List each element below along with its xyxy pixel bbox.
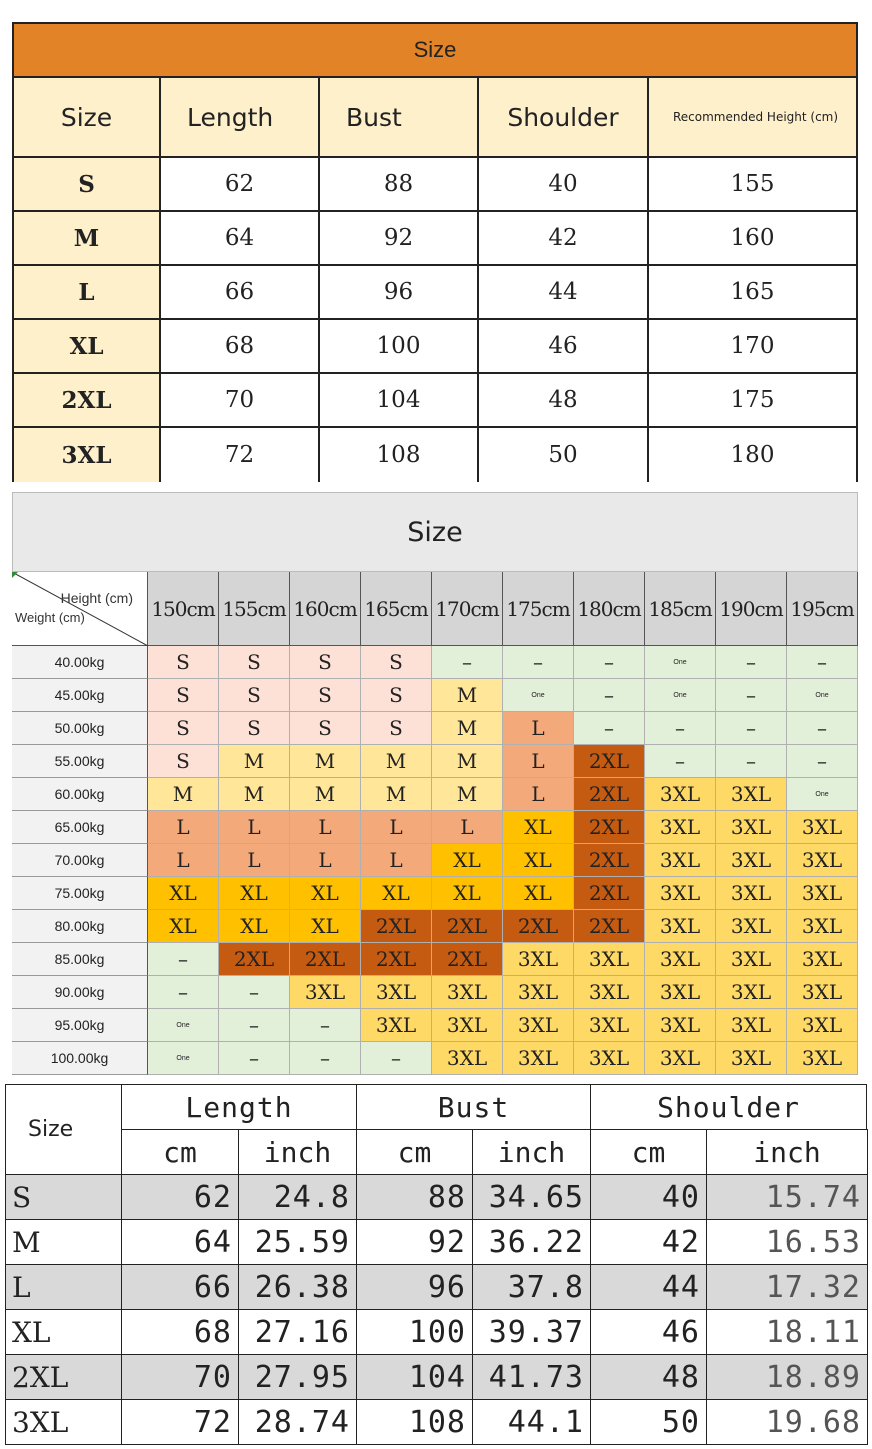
size-recommendation-cell: S [290,712,361,745]
measurement-cell: 170 [649,320,856,374]
measurement-cell: 104 [320,374,479,428]
size-recommendation-cell: L [148,844,219,877]
size-recommendation-cell: 3XL [432,1042,503,1075]
size-recommendation-cell: 3XL [716,844,787,877]
size-recommendation-cell: 2XL [290,943,361,976]
measurement-cell: 175 [649,374,856,428]
height-column-header: 195cm [787,572,858,646]
size-recommendation-cell: – [574,679,645,712]
size-recommendation-cell: One [645,679,716,712]
measurement-cell: 180 [649,428,856,482]
weight-row-header: 70.00kg [12,844,148,877]
size-recommendation-cell: XL [503,844,574,877]
size-recommendation-cell: – [716,712,787,745]
size-recommendation-cell: 3XL [574,943,645,976]
measurement-cell: 70 [161,374,320,428]
size-recommendation-cell: 3XL [787,1042,858,1075]
size-recommendation-cell: S [219,712,290,745]
weight-row-header: 40.00kg [12,646,148,679]
size-recommendation-cell: – [574,712,645,745]
size-recommendation-cell: M [432,712,503,745]
weight-row-header: 65.00kg [12,811,148,844]
size-recommendation-cell: 2XL [574,844,645,877]
measurement-cell: 39.37 [472,1309,591,1355]
size-recommendation-cell: 2XL [503,910,574,943]
size-recommendation-cell: 3XL [645,811,716,844]
size-recommendation-cell: L [361,811,432,844]
corner-diagonal-line [12,572,148,646]
size-recommendation-cell: 3XL [787,910,858,943]
size-recommendation-cell: 3XL [361,976,432,1009]
measurement-cell: 46 [590,1309,707,1355]
size-recommendation-cell: – [219,1042,290,1075]
measurement-cell: 18.89 [706,1354,868,1400]
measurement-cell: 68 [121,1309,239,1355]
measurement-cell: 96 [320,266,479,320]
size-recommendation-cell: 3XL [361,1009,432,1042]
cm-inch-size-table [5,1084,867,1446]
weight-row-header: 80.00kg [12,910,148,943]
size-recommendation-cell: XL [148,910,219,943]
measurement-cell: 40 [479,158,649,212]
measurement-cell: 34.65 [472,1174,591,1220]
basic-size-table-title: Size [14,24,856,78]
size-recommendation-cell: 3XL [787,811,858,844]
size-recommendation-cell: – [148,976,219,1009]
size-recommendation-cell: – [787,646,858,679]
size-recommendation-cell: 3XL [716,943,787,976]
height-column-header: 155cm [219,572,290,646]
measurement-cell: 72 [161,428,320,482]
size-label-cell: S [5,1174,122,1220]
size-recommendation-cell: S [219,646,290,679]
size-recommendation-cell: 3XL [645,1042,716,1075]
size-recommendation-cell: – [290,1042,361,1075]
size-recommendation-cell: 3XL [787,844,858,877]
measurement-group-header: Length [121,1084,357,1130]
corner-weight-label: Weight (cm) [15,610,85,625]
size-recommendation-cell: M [148,778,219,811]
measurement-cell: 50 [479,428,649,482]
weight-row-header: 85.00kg [12,943,148,976]
size-recommendation-cell: – [716,646,787,679]
size-label-cell: 3XL [14,428,161,482]
size-recommendation-cell: – [645,745,716,778]
size-recommendation-cell: L [503,745,574,778]
measurement-group-header: Bust [356,1084,591,1130]
measurement-cell: 68 [161,320,320,374]
size-recommendation-cell: 2XL [219,943,290,976]
height-column-header: 180cm [574,572,645,646]
size-recommendation-cell: 2XL [574,877,645,910]
size-recommendation-cell: – [432,646,503,679]
height-column-header: 160cm [290,572,361,646]
size-label-cell: M [14,212,161,266]
size-recommendation-cell: One [503,679,574,712]
column-header: Length [161,78,320,158]
column-header: Bust [320,78,479,158]
size-recommendation-cell: 3XL [432,1009,503,1042]
size-recommendation-cell: M [361,745,432,778]
size-recommendation-cell: 3XL [716,877,787,910]
size-recommendation-cell: – [290,1009,361,1042]
size-recommendation-cell: – [361,1042,432,1075]
height-weight-size-chart [12,492,858,1077]
size-recommendation-cell: 2XL [574,778,645,811]
size-recommendation-cell: 3XL [787,877,858,910]
measurement-cell: 36.22 [472,1219,591,1265]
size-recommendation-cell: – [219,976,290,1009]
measurement-cell: 27.95 [238,1354,357,1400]
size-recommendation-cell: S [148,646,219,679]
measurement-cell: 41.73 [472,1354,591,1400]
size-recommendation-cell: M [432,745,503,778]
size-recommendation-cell: – [645,712,716,745]
size-recommendation-cell: XL [432,844,503,877]
measurement-cell: 88 [320,158,479,212]
measurement-cell: 62 [121,1174,239,1220]
size-recommendation-cell: XL [503,811,574,844]
measurement-cell: 17.32 [706,1264,868,1310]
measurement-cell: 37.8 [472,1264,591,1310]
size-recommendation-cell: 3XL [716,1042,787,1075]
size-recommendation-cell: M [290,745,361,778]
measurement-cell: 104 [356,1354,473,1400]
size-recommendation-cell: – [219,1009,290,1042]
size-recommendation-cell: One [787,679,858,712]
size-recommendation-cell: 3XL [574,1009,645,1042]
size-recommendation-cell: – [148,943,219,976]
height-column-header: 165cm [361,572,432,646]
size-recommendation-cell: – [574,646,645,679]
size-recommendation-cell: XL [361,877,432,910]
measurement-cell: 48 [479,374,649,428]
measurement-cell: 92 [320,212,479,266]
measurement-cell: 40 [590,1174,707,1220]
height-column-header: 190cm [716,572,787,646]
measurement-cell: 100 [320,320,479,374]
measurement-cell: 44.1 [472,1399,591,1445]
size-recommendation-cell: 3XL [787,943,858,976]
size-recommendation-cell: M [219,745,290,778]
measurement-cell: 66 [121,1264,239,1310]
size-recommendation-cell: 2XL [361,910,432,943]
measurement-cell: 96 [356,1264,473,1310]
measurement-cell: 160 [649,212,856,266]
size-recommendation-cell: 3XL [716,910,787,943]
size-label-cell: L [14,266,161,320]
measurement-cell: 108 [320,428,479,482]
measurement-cell: 66 [161,266,320,320]
size-recommendation-cell: XL [219,877,290,910]
size-recommendation-cell: One [787,778,858,811]
height-column-header: 150cm [148,572,219,646]
size-recommendation-cell: 2XL [574,811,645,844]
measurement-cell: 64 [121,1219,239,1265]
measurement-cell: 25.59 [238,1219,357,1265]
height-column-header: 175cm [503,572,574,646]
measurement-cell: 18.11 [706,1309,868,1355]
unit-header: cm [590,1129,707,1175]
size-recommendation-cell: – [503,646,574,679]
weight-row-header: 95.00kg [12,1009,148,1042]
measurement-cell: 70 [121,1354,239,1400]
size-label-cell: 3XL [5,1399,122,1445]
size-recommendation-cell: XL [148,877,219,910]
measurement-cell: 92 [356,1219,473,1265]
size-recommendation-cell: 3XL [290,976,361,1009]
size-recommendation-cell: XL [503,877,574,910]
size-recommendation-cell: One [645,646,716,679]
measurement-cell: 100 [356,1309,473,1355]
size-recommendation-cell: S [219,679,290,712]
size-label-cell: M [5,1219,122,1265]
basic-size-table [12,22,858,482]
measurement-cell: 44 [479,266,649,320]
size-recommendation-cell: L [148,811,219,844]
weight-row-header: 60.00kg [12,778,148,811]
size-recommendation-cell: L [219,811,290,844]
size-recommendation-cell: 3XL [503,1009,574,1042]
size-recommendation-cell: – [716,745,787,778]
measurement-cell: 46 [479,320,649,374]
measurement-cell: 72 [121,1399,239,1445]
size-recommendation-cell: 3XL [645,844,716,877]
size-recommendation-cell: S [361,679,432,712]
size-recommendation-cell: 2XL [432,910,503,943]
weight-row-header: 50.00kg [12,712,148,745]
size-recommendation-cell: S [361,646,432,679]
size-recommendation-cell: L [432,811,503,844]
unit-header: inch [238,1129,357,1175]
measurement-cell: 108 [356,1399,473,1445]
size-recommendation-cell: 3XL [574,1042,645,1075]
weight-row-header: 100.00kg [12,1042,148,1075]
size-recommendation-cell: M [219,778,290,811]
size-recommendation-cell: 3XL [645,910,716,943]
size-recommendation-cell: – [787,712,858,745]
size-column-header: Size [5,1084,122,1175]
measurement-cell: 48 [590,1354,707,1400]
size-recommendation-cell: 3XL [645,976,716,1009]
unit-header: cm [121,1129,239,1175]
weight-row-header: 90.00kg [12,976,148,1009]
height-weight-chart-title: Size [12,492,858,572]
measurement-cell: 165 [649,266,856,320]
measurement-cell: 64 [161,212,320,266]
measurement-cell: 27.16 [238,1309,357,1355]
measurement-cell: 28.74 [238,1399,357,1445]
weight-row-header: 55.00kg [12,745,148,778]
size-recommendation-cell: S [290,679,361,712]
size-recommendation-cell: XL [290,877,361,910]
size-recommendation-cell: S [361,712,432,745]
weight-row-header: 75.00kg [12,877,148,910]
size-recommendation-cell: 3XL [645,778,716,811]
size-recommendation-cell: S [148,745,219,778]
size-label-cell: S [14,158,161,212]
measurement-cell: 155 [649,158,856,212]
unit-header: inch [472,1129,591,1175]
size-recommendation-cell: 3XL [716,1009,787,1042]
height-column-header: 170cm [432,572,503,646]
size-recommendation-cell: S [148,712,219,745]
size-recommendation-cell: 3XL [645,1009,716,1042]
weight-row-header: 45.00kg [12,679,148,712]
size-recommendation-cell: M [290,778,361,811]
size-label-cell: 2XL [14,374,161,428]
size-recommendation-cell: 3XL [716,976,787,1009]
size-recommendation-cell: 3XL [787,976,858,1009]
size-recommendation-cell: 3XL [432,976,503,1009]
measurement-cell: 15.74 [706,1174,868,1220]
measurement-cell: 24.8 [238,1174,357,1220]
size-recommendation-cell: L [503,712,574,745]
size-recommendation-cell: S [148,679,219,712]
unit-header: inch [706,1129,868,1175]
corner-height-label: Height (cm) [60,590,133,606]
size-label-cell: L [5,1264,122,1310]
size-recommendation-cell: M [432,778,503,811]
size-recommendation-cell: – [787,745,858,778]
size-label-cell: XL [5,1309,122,1355]
size-recommendation-cell: L [219,844,290,877]
size-recommendation-cell: 3XL [503,943,574,976]
size-recommendation-cell: XL [432,877,503,910]
size-recommendation-cell: M [361,778,432,811]
size-recommendation-cell: L [503,778,574,811]
measurement-cell: 88 [356,1174,473,1220]
unit-header: cm [356,1129,473,1175]
size-recommendation-cell: 2XL [574,910,645,943]
measurement-cell: 16.53 [706,1219,868,1265]
size-recommendation-cell: M [432,679,503,712]
measurement-group-header: Shoulder [590,1084,867,1130]
measurement-cell: 19.68 [706,1399,868,1445]
measurement-cell: 50 [590,1399,707,1445]
size-recommendation-cell: 3XL [787,1009,858,1042]
chart-corner-header [12,572,148,646]
size-recommendation-cell: XL [219,910,290,943]
size-recommendation-cell: – [716,679,787,712]
size-recommendation-cell: 2XL [432,943,503,976]
measurement-cell: 44 [590,1264,707,1310]
column-header: Recommended Height (cm) [649,78,856,158]
measurement-cell: 62 [161,158,320,212]
size-recommendation-cell: 3XL [716,778,787,811]
size-recommendation-cell: 2XL [361,943,432,976]
size-label-cell: XL [14,320,161,374]
size-recommendation-cell: 3XL [716,811,787,844]
column-header: Shoulder [479,78,649,158]
size-recommendation-cell: 3XL [503,1042,574,1075]
size-recommendation-cell: L [290,811,361,844]
size-recommendation-cell: S [290,646,361,679]
size-recommendation-cell: XL [290,910,361,943]
column-header: Size [14,78,161,158]
measurement-cell: 42 [479,212,649,266]
height-column-header: 185cm [645,572,716,646]
measurement-cell: 42 [590,1219,707,1265]
size-label-cell: 2XL [5,1354,122,1400]
size-recommendation-cell: One [148,1009,219,1042]
size-recommendation-cell: 3XL [503,976,574,1009]
size-recommendation-cell: L [290,844,361,877]
size-recommendation-cell: 2XL [574,745,645,778]
size-recommendation-cell: One [148,1042,219,1075]
size-recommendation-cell: 3XL [645,943,716,976]
size-recommendation-cell: 3XL [574,976,645,1009]
measurement-cell: 26.38 [238,1264,357,1310]
size-recommendation-cell: L [361,844,432,877]
size-recommendation-cell: 3XL [645,877,716,910]
